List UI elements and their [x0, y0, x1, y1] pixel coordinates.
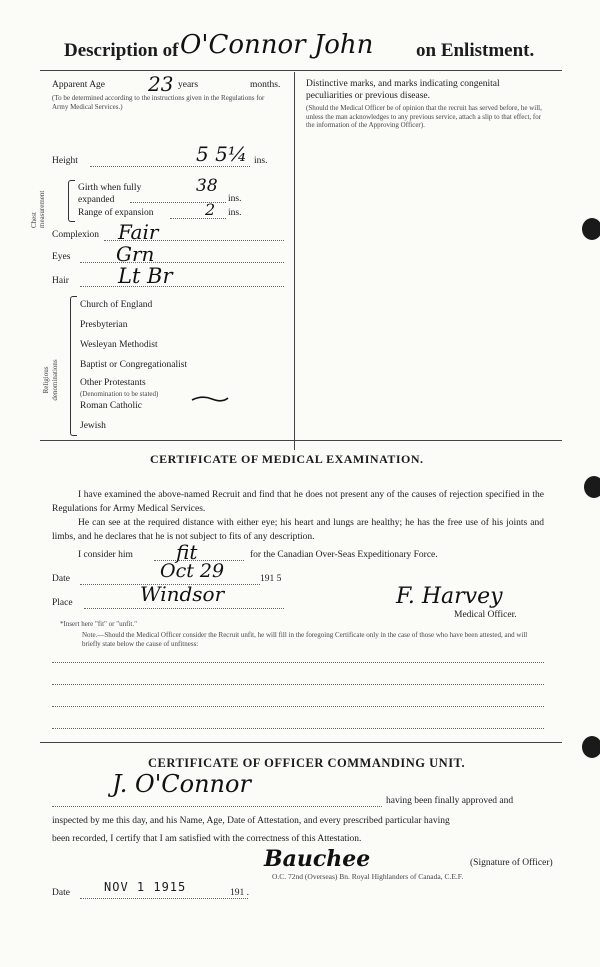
officer-recruit-name: J. O'Connor: [112, 770, 251, 798]
religion-item: Roman Catholic: [80, 401, 143, 411]
medical-year: 191 5: [260, 574, 282, 584]
religion-item: Other Protestants: [80, 378, 146, 388]
medical-officer-label: Medical Officer.: [454, 610, 517, 620]
place-label: Place: [52, 598, 73, 608]
date-label: Date: [52, 574, 70, 584]
complexion-value: Fair: [118, 220, 159, 244]
religion-item: Baptist or Congregationalist: [80, 360, 188, 370]
officer-heading: CERTIFICATE OF OFFICER COMMANDING UNIT.: [148, 756, 466, 770]
girth-unit: ins.: [228, 194, 242, 204]
top-rule: [40, 70, 562, 71]
section-rule: [40, 742, 562, 743]
range-value: 2: [205, 200, 216, 219]
officer-text-3: been recorded, I certify that I am satisfied with the correctness of this Attestation.: [52, 834, 362, 844]
range-unit: ins.: [228, 208, 242, 218]
handwritten-dash: [190, 392, 230, 404]
girth-value: 38: [196, 176, 218, 196]
officer-text-2: inspected by me this day, and his Name, Age, Date of Attestation, and every prescribed particular having: [52, 816, 450, 826]
medical-officer-signature: F. Harvey: [396, 584, 503, 609]
eyes-label: Eyes: [52, 252, 71, 262]
officer-unit: O.C. 72nd (Overseas) Bn. Royal Highlanders of Canada, C.E.F.: [272, 872, 464, 881]
column-divider: [294, 72, 295, 450]
months-label: months.: [250, 80, 281, 90]
religion-item: Jewish: [80, 421, 106, 431]
medical-heading: CERTIFICATE OF MEDICAL EXAMINATION.: [150, 452, 424, 466]
medical-date: Oct 29: [160, 560, 225, 582]
section-rule: [40, 440, 562, 441]
height-label: Height: [52, 156, 78, 166]
officer-signature-label: (Signature of Officer): [470, 858, 553, 868]
medical-para-2: He can see at the required distance with either eye; his heart and lungs are healthy; he has the free use of his joints and limbs, and he declares that he is not subject to fits of any description.: [52, 518, 544, 542]
officer-date-label: Date: [52, 888, 70, 898]
girth-label: Girth when fully expanded: [78, 183, 142, 205]
officer-text-1: having been finally approved and: [386, 796, 514, 806]
distinctive-marks-note: (Should the Medical Officer be of opinion that the recruit has served before, he will, unless the man acknowledges to any previous service, attach a slip to that effect, for the information of the Approving Officer).: [306, 104, 542, 129]
height-unit: ins.: [254, 156, 268, 166]
chest-side-label: Chest measurement: [30, 190, 46, 228]
title-prefix: Description of: [64, 40, 179, 61]
title-suffix: on Enlistment.: [416, 40, 535, 61]
punch-hole: [582, 736, 600, 758]
officer-date-stamp: NOV 1 1915: [104, 880, 187, 894]
officer-date-year: 191 .: [230, 888, 249, 898]
height-value: 5 5¼: [196, 142, 248, 166]
religion-item: Church of England: [80, 300, 153, 310]
fitness-value: fit: [176, 540, 198, 564]
distinctive-marks-heading: Distinctive marks, and marks indicating congenital peculiarities or previous disease.: [306, 79, 500, 101]
age-value: 23: [148, 72, 174, 96]
punch-hole: [584, 476, 600, 498]
eyes-value: Grn: [116, 242, 155, 266]
hair-value: Lt Br: [118, 264, 173, 288]
age-label: Apparent Age: [52, 80, 106, 90]
medical-para-1: I have examined the above-named Recruit and find that he does not present any of the causes of rejection specified in the Regulations for Army Medical Services.: [52, 490, 544, 514]
religion-item: Presbyterian: [80, 320, 128, 330]
age-note: (To be determined according to the instructions given in the Regulations for Army Medical Services.): [52, 94, 265, 111]
years-label: years: [178, 80, 199, 90]
religion-side-label: Religious denominations: [42, 359, 59, 401]
consider-prefix: I consider him: [78, 550, 133, 560]
punch-hole: [582, 218, 600, 240]
religion-note: (Denomination to be stated): [80, 390, 159, 398]
handwritten-name: O'Connor John: [180, 30, 374, 60]
insert-note: *Insert here "fit" or "unfit.": [60, 620, 137, 628]
range-label: Range of expansion: [78, 208, 154, 218]
complexion-label: Complexion: [52, 230, 99, 240]
officer-signature: Bauchee: [264, 846, 371, 872]
consider-suffix: for the Canadian Over-Seas Expeditionary Force.: [250, 550, 438, 560]
religion-item: Wesleyan Methodist: [80, 340, 158, 350]
medical-note: Note.—Should the Medical Officer consider the Recruit unfit, he will fill in the foregoing Certificate only in the case of those who have been attested, and will briefly state below the cause of unfitness:: [82, 631, 528, 648]
hair-label: Hair: [52, 276, 69, 286]
medical-place: Windsor: [140, 582, 225, 606]
